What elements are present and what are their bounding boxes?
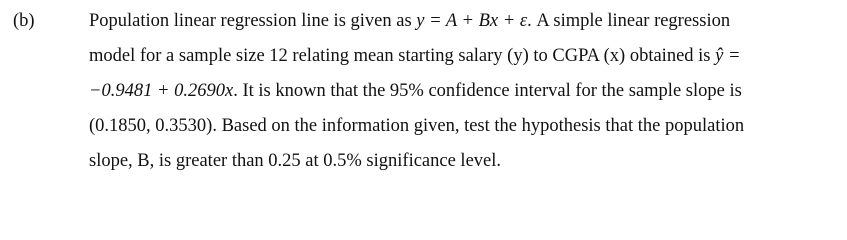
line-2-math: ŷ = <box>715 46 741 66</box>
question-line-4 <box>89 114 744 138</box>
question-line-5 <box>89 149 501 173</box>
line-1-text-b: . A simple linear regression <box>527 11 731 31</box>
line-3-math: −0.9481 + 0.2690x <box>89 81 234 101</box>
line-1-text-a: Population linear regression line is given as <box>89 11 417 31</box>
line-4-text-a: (0.1850, 0.3530). Based on the information given, test the hypothesis that the population <box>89 116 745 136</box>
question-label: (b) <box>13 11 35 31</box>
question-line-1 <box>89 9 730 33</box>
line-2-text-a: model for a sample size 12 relating mean starting salary (y) to CGPA (x) obtained is <box>89 46 716 66</box>
question-line-3 <box>89 79 742 103</box>
line-5-text-a: slope, B, is greater than 0.25 at 0.5% significance level. <box>89 151 502 171</box>
line-1-math: y = A + Bx + ε <box>416 11 528 31</box>
question-line-2 <box>89 44 740 68</box>
line-3-text-b: . It is known that the 95% confidence interval for the sample slope is <box>233 81 742 101</box>
